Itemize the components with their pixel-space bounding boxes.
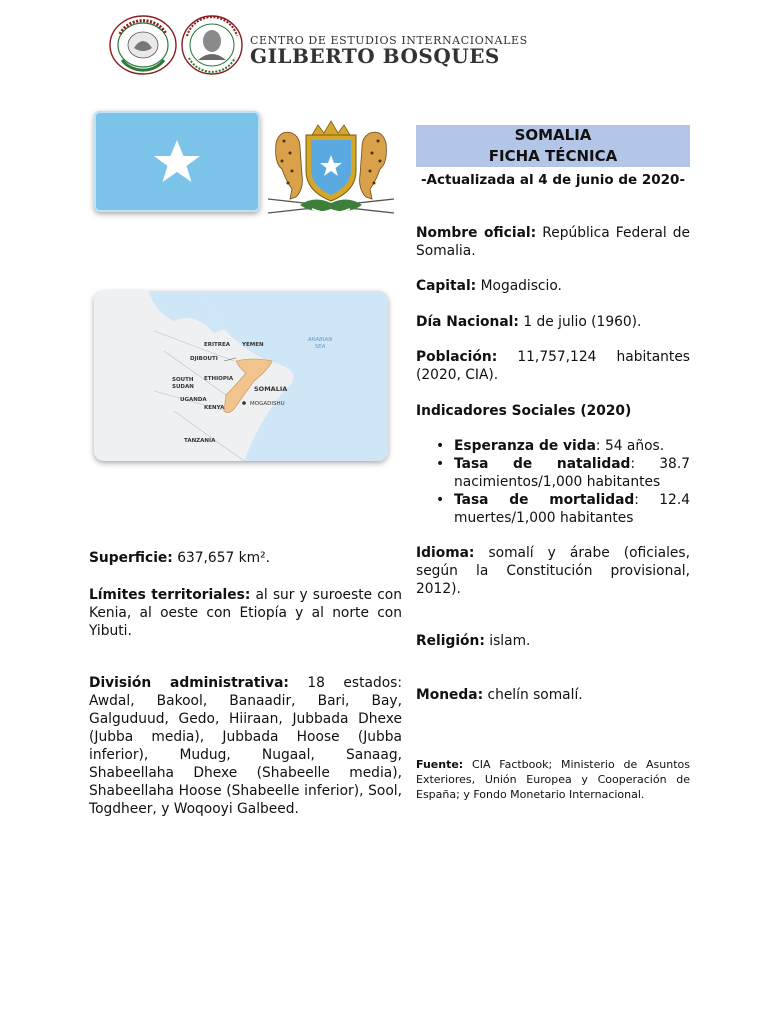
map-label-ethiopia: ETHIOPIA: [204, 376, 234, 382]
map-label-uganda: UGANDA: [180, 397, 207, 403]
national-day-value: 1 de julio (1960).: [523, 314, 642, 330]
indicator-birth-rate: • Tasa de natalidad: 38.7 nacimientos/1,000 habitantes: [416, 455, 690, 491]
senate-seal-icon: [108, 14, 178, 76]
map-graphic: [94, 291, 388, 461]
header: [0, 0, 770, 90]
map-label-kenya: KENYA: [204, 405, 225, 411]
source-value: CIA Factbook; Ministerio de Asuntos Exteriores, Unión Europea y Cooperación de España; y Fondo Monetario Internacional.: [416, 758, 690, 801]
source-label: Fuente:: [416, 758, 464, 771]
admin-label: División administrativa:: [89, 675, 289, 691]
capital-value: Mogadiscio.: [480, 278, 562, 294]
national-day-label: Día Nacional:: [416, 314, 519, 330]
borders-label: Límites territoriales:: [89, 587, 251, 603]
administrative-division: [89, 674, 402, 818]
official-name-label: Nombre oficial:: [416, 225, 537, 241]
official-name: [416, 224, 690, 260]
borders-value: al sur y suroeste con Kenia, al oeste con Etiopía y al norte con Yibuti.: [89, 587, 402, 639]
institution-name-line1: CENTRO DE ESTUDIOS INTERNACIONALES: [250, 34, 528, 47]
social-indicators-list: [416, 437, 690, 527]
admin-value: 18 estados: Awdal, Bakool, Banaadir, Bari, Bay, Galguduud, Gedo, Hiiraan, Jubbada Dhexe (Jubba media), Jubbada Hoose (Jubba inferior), Mudug, Nugaal, Sanaag, Shabeellaha Dhexe (Shabeelle media), Shabeellaha Hoose (Shabeelle inferior), Sool, Togdheer, y Woqooyi Galbeed.: [89, 675, 402, 817]
capital: [416, 277, 690, 295]
institution-name-line2: GILBERTO BOSQUES: [250, 44, 500, 68]
population-value: 11,757,124 habitantes (2020, CIA).: [416, 349, 690, 383]
area-label: Superficie:: [89, 550, 173, 566]
religion-label: Religión:: [416, 633, 485, 649]
national-day: [416, 313, 690, 331]
title-banner: [416, 125, 690, 167]
currency-label: Moneda:: [416, 687, 484, 703]
map-label-djibouti: DJIBOUTI: [190, 356, 218, 362]
source-note: [416, 757, 690, 802]
coat-of-arms-icon: [262, 113, 400, 218]
capital-label: Capital:: [416, 278, 477, 294]
update-date: -Actualizada al 4 de junio de 2020-: [420, 172, 686, 188]
document-title: FICHA TÉCNICA: [488, 147, 618, 165]
population: [416, 348, 690, 384]
religion-value: islam.: [489, 633, 531, 649]
indicator-death-rate: • Tasa de mortalidad: 12.4 muertes/1,000 habitantes: [416, 491, 690, 527]
area: [89, 549, 402, 567]
language: [416, 544, 690, 598]
currency: [416, 686, 690, 704]
population-label: Población:: [416, 349, 498, 365]
map-label-tanzania: TANZANIA: [184, 438, 216, 444]
map-label-mogadishu: MOGADISHU: [250, 401, 285, 407]
social-indicators-heading: Indicadores Sociales (2020): [416, 403, 632, 419]
country-title: SOMALIA: [514, 126, 592, 144]
area-value: 637,657 km².: [177, 550, 270, 566]
cei-seal-icon: [180, 14, 244, 76]
region-map: [94, 291, 388, 461]
map-label-eritrea: ERITREA: [204, 342, 231, 348]
official-name-value: República Federal de Somalia.: [416, 225, 690, 259]
map-label-south-sudan: SOUTH SUDAN: [172, 377, 194, 390]
language-value: somalí y árabe (oficiales, según la Constitución provisional, 2012).: [416, 545, 690, 597]
borders: [89, 586, 402, 640]
language-label: Idioma:: [416, 545, 475, 561]
map-label-yemen: YEMEN: [242, 342, 264, 348]
religion: [416, 632, 690, 650]
white-star-icon: [94, 111, 260, 212]
map-label-somalia: SOMALIA: [254, 385, 288, 393]
somalia-flag: [94, 111, 260, 212]
indicator-life-expectancy: • Esperanza de vida: 54 años.: [416, 437, 690, 455]
currency-value: chelín somalí.: [487, 687, 583, 703]
map-label-arabian-sea: ARABIAN SEA: [307, 337, 333, 350]
